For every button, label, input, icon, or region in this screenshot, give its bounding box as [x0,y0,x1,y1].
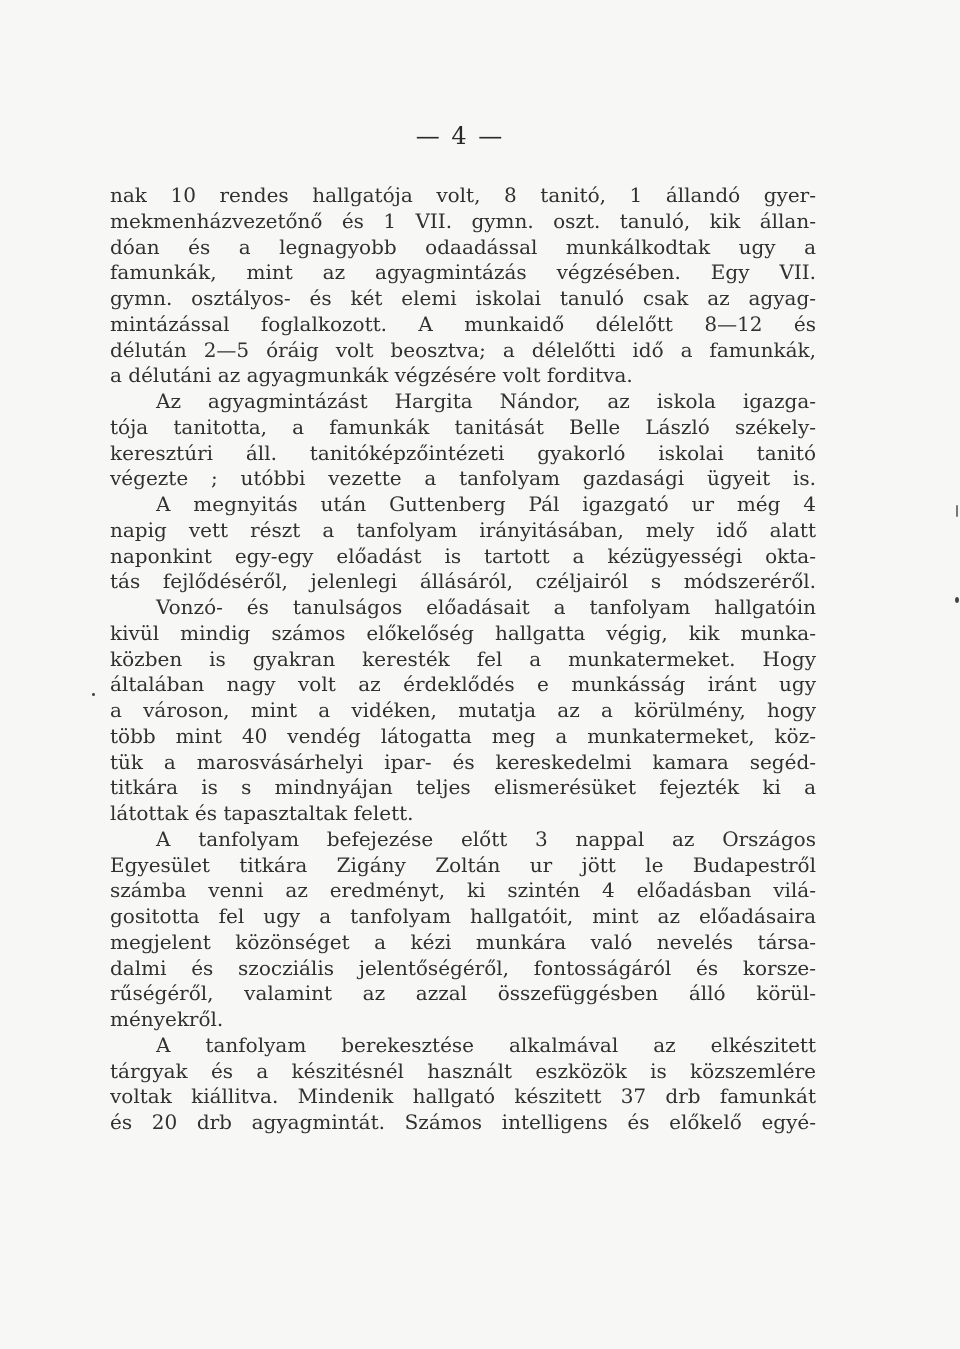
text-line: tárgyak és a készitésnél használt eszközök is közszemlére [110,1058,816,1083]
text-line: délután 2—5 óráig volt beosztva; a délelőtti idő a famunkák, [110,337,816,362]
text-line: famunkák, mint az agyagmintázás végzésében. Egy VII. [110,260,816,285]
text-line: a városon, mint a vidéken, mutatja az a körülmény, hogy [110,698,816,722]
text-line: A tanfolyam befejezése előtt 3 nappal az Országos [156,826,816,851]
text-line: nak 10 rendes hallgatója volt, 8 tanitó, 1 állandó gyer- [110,183,816,207]
text-line: tük a marosvásárhelyi ipar- és kereskedelmi kamara segéd- [110,749,816,774]
text-line: naponkint egy-egy előadást is tartott a kézügyességi okta- [110,543,816,568]
text-line: mintázással foglalkozott. A munkaidő délelőtt 8—12 és [110,311,816,336]
text-line: Az agyagmintázást Hargita Nándor, az iskola igazga- [156,389,816,413]
scan-speck [956,505,958,517]
text-line: voltak kiállitva. Mindenik hallgató készitett 37 drb famunkát [110,1084,816,1109]
text-line: tás fejlődéséről, jelenlegi állásáról, czéljairól s módszeréről. [110,569,816,594]
text-line: kivül mindig számos előkelőség hallgatta végig, kik munka- [110,620,816,645]
text-line: és 20 drb agyagmintát. Számos intelligens és előkelő egyé- [110,1110,816,1134]
scan-speck [92,693,95,696]
text-line: Vonzó- és tanulságos előadásait a tanfolyam hallgatóin [156,595,816,619]
text-line: keresztúri áll. tanitóképzőintézeti gyakorló iskolai tanitó [110,440,816,465]
text-line: A tanfolyam berekesztése alkalmával az elkészitett [156,1032,816,1057]
text-line: gymn. osztályos- és két elemi iskolai tanuló csak az agyag- [110,286,816,310]
text-line: látottak és tapasztaltak felett. [110,801,414,825]
text-line: rűségéről, valamint az azzal összefüggésben álló körül- [110,981,816,1006]
body-text [110,183,816,1136]
text-line: gositotta fel ugy a tanfolyam hallgatóit, mint az előadásaira [110,904,816,928]
text-line: több mint 40 vendég látogatta meg a munkatermeket, köz- [110,723,816,748]
text-line: dalmi és szocziális jelentőségéről, fontosságáról és korsze- [110,955,816,980]
text-line: általában nagy volt az érdeklődés e munkásság iránt ugy [110,672,816,697]
text-line: Egyesület titkára Zigány Zoltán ur jött le Budapestről [110,852,816,877]
text-line: ményekről. [110,1007,224,1031]
text-line: végezte ; utóbbi vezette a tanfolyam gazdasági ügyeit is. [110,466,816,491]
scan-speck [955,597,959,603]
text-line: A megnyitás után Guttenberg Pál igazgató ur még 4 [156,492,816,516]
text-line: titkára is s mindnyájan teljes elismerésüket fejezték ki a [110,775,816,800]
text-line: a délutáni az agyagmunkák végzésére volt forditva. [110,363,633,388]
text-line: számba venni az eredményt, ki szintén 4 előadásban vilá- [110,878,816,903]
text-line: mekmenházvezetőnő és 1 VII. gymn. oszt. tanuló, kik állan- [110,208,816,233]
text-line: tója tanitotta, a famunkák tanitását Belle László székely- [110,414,816,439]
text-line: napig vett részt a tanfolyam irányitásában, mely idő alatt [110,517,816,542]
text-line: közben is gyakran keresték fel a munkatermeket. Hogy [110,646,816,671]
text-line: dóan és a legnagyobb odaadással munkálkodtak ugy a [110,234,816,259]
text-line: megjelent közönséget a kézi munkára való nevelés társa- [110,929,816,954]
page-number: — 4 — [415,122,505,150]
